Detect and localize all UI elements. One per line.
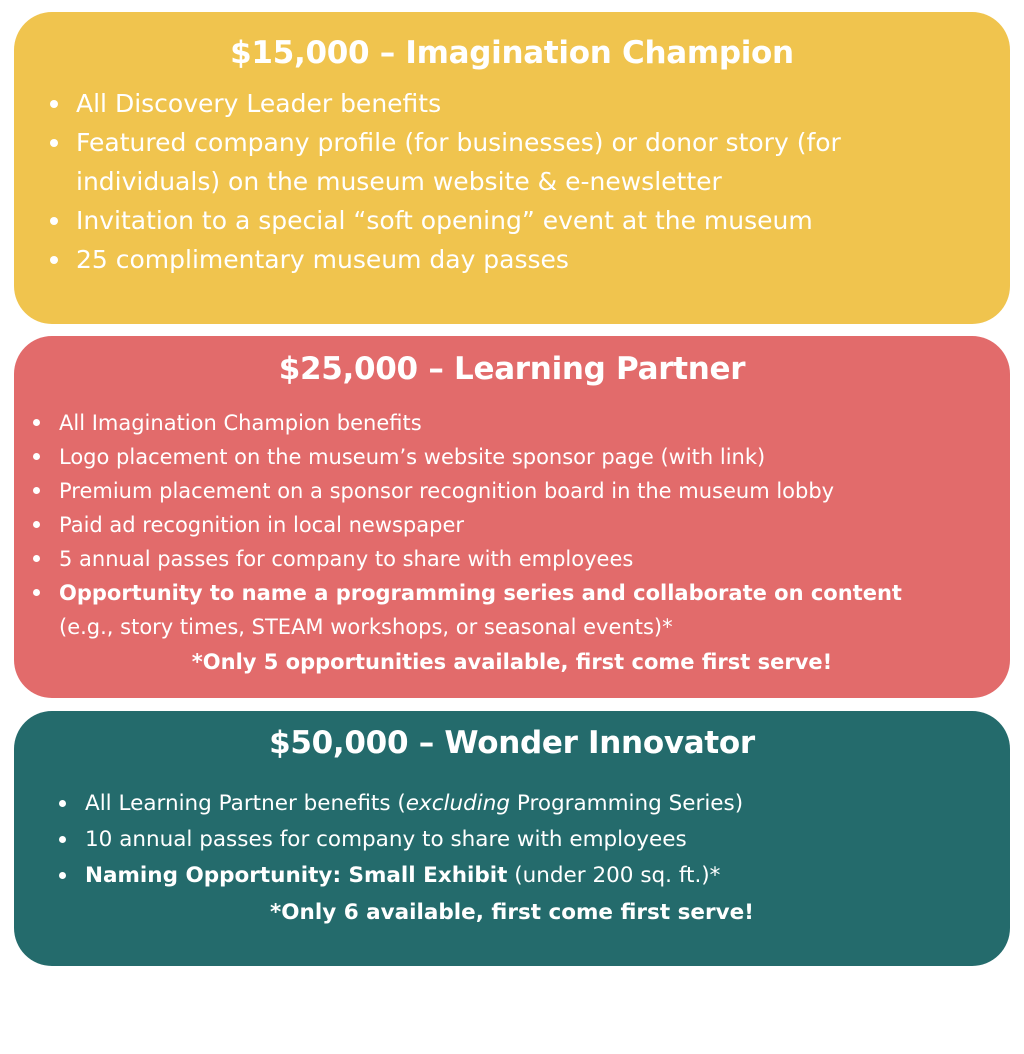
- benefit-item: 25 complimentary museum day passes: [76, 240, 976, 279]
- tier-title: $50,000 – Wonder Innovator: [269, 725, 755, 761]
- benefit-item: 5 annual passes for company to share with employees: [59, 542, 979, 576]
- benefit-text: Programming Series): [510, 791, 744, 816]
- benefit-list: [59, 406, 979, 644]
- highlight-detail-text: (e.g., story times, STEAM workshops, or seasonal events)*: [59, 615, 673, 639]
- tier-wonder-innovator: [14, 711, 1010, 966]
- benefit-item: Logo placement on the museum’s website sponsor page (with link): [59, 440, 979, 474]
- tier-imagination-champion: [14, 12, 1010, 324]
- benefit-item-highlight: [59, 576, 979, 644]
- benefit-text: (under 200 sq. ft.)*: [507, 863, 721, 888]
- benefit-item: [85, 786, 965, 822]
- highlight-bold-text: Opportunity to name a programming series and collaborate on content: [59, 581, 902, 605]
- benefit-item: All Imagination Champion benefits: [59, 406, 979, 440]
- benefit-item: Premium placement on a sponsor recognition board in the museum lobby: [59, 474, 979, 508]
- availability-note: *Only 6 available, first come first serve!: [270, 900, 754, 925]
- benefit-list: [85, 786, 965, 894]
- benefit-bold-text: Naming Opportunity: Small Exhibit: [85, 863, 508, 888]
- benefit-item: Paid ad recognition in local newspaper: [59, 508, 979, 542]
- benefit-item: Invitation to a special “soft opening” event at the museum: [76, 201, 976, 240]
- benefit-item: All Discovery Leader benefits: [76, 84, 976, 123]
- tier-title: $15,000 – Imagination Champion: [230, 35, 794, 71]
- tier-title: $25,000 – Learning Partner: [278, 351, 746, 387]
- benefit-list: [76, 84, 976, 279]
- benefit-italic-text: excluding: [405, 791, 511, 816]
- benefit-item: 10 annual passes for company to share with employees: [85, 822, 965, 858]
- benefit-item: [85, 858, 965, 894]
- benefit-item: Featured company profile (for businesses) or donor story (for individuals) on the museum website & e-newsletter: [76, 123, 976, 201]
- tier-learning-partner: [14, 336, 1010, 698]
- benefit-text: All Learning Partner benefits (: [85, 791, 406, 816]
- availability-note: *Only 5 opportunities available, first come first serve!: [191, 650, 833, 674]
